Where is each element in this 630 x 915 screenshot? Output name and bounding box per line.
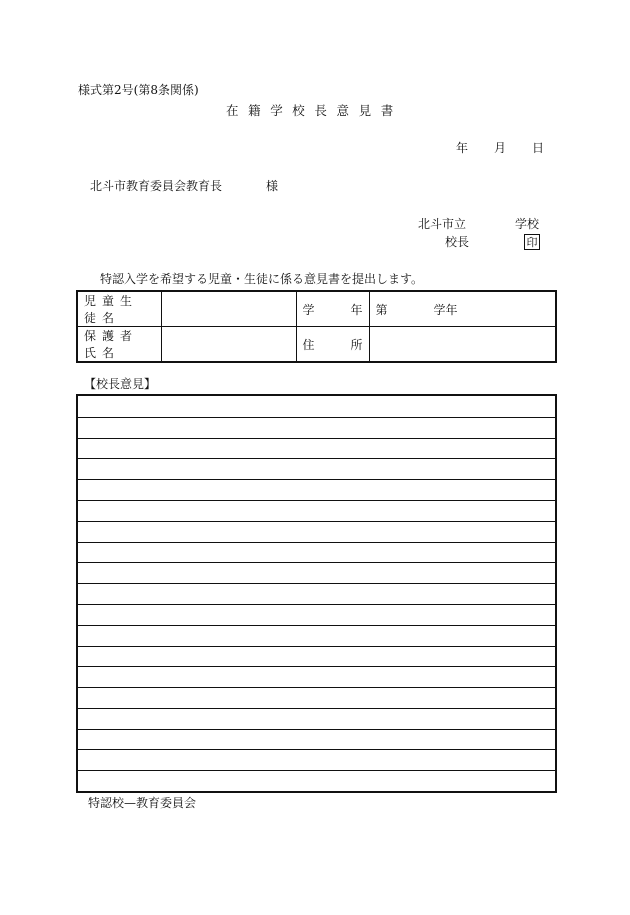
footer-note: 特認校—教育委員会 — [88, 796, 197, 810]
grade-label: 学 年 — [296, 291, 369, 327]
guardian-name-field[interactable] — [161, 327, 296, 363]
ruled-line — [78, 770, 555, 771]
ruled-line — [78, 749, 555, 750]
ruled-line — [78, 500, 555, 501]
ruled-line — [78, 625, 555, 626]
ruled-line — [78, 542, 555, 543]
date-year-label: 年 — [456, 141, 469, 155]
ruled-line — [78, 666, 555, 667]
address-label: 住 所 — [296, 327, 369, 363]
address-field[interactable] — [369, 327, 556, 363]
addressee-name: 北斗市教育委員会教育長 — [90, 179, 223, 193]
date-line — [456, 142, 544, 154]
form-number: 様式第2号(第8条関係) — [78, 83, 199, 97]
school-city-prefix: 北斗市立 — [418, 217, 467, 231]
student-name-label: 児童生徒名 — [77, 291, 161, 327]
document-title: 在籍学校長意見書 — [226, 103, 403, 118]
table-row — [77, 291, 556, 327]
opinion-heading: 【校長意見】 — [84, 377, 157, 391]
date-day-label: 日 — [532, 141, 545, 155]
student-name-field[interactable] — [161, 291, 296, 327]
ruled-line — [78, 417, 555, 418]
seal-text: 印 — [526, 235, 538, 249]
ruled-line — [78, 438, 555, 439]
ruled-line — [78, 521, 555, 522]
ruled-line — [78, 583, 555, 584]
ruled-line — [78, 708, 555, 709]
ruled-line — [78, 604, 555, 605]
principal-label: 校長 — [445, 235, 470, 249]
grade-field[interactable] — [369, 291, 556, 327]
opinion-writing-area[interactable] — [76, 394, 557, 793]
guardian-name-label: 保護者氏名 — [77, 327, 161, 363]
ruled-line — [78, 687, 555, 688]
grade-suffix: 学年 — [433, 302, 458, 317]
ruled-line — [78, 458, 555, 459]
intro-text: 特認入学を希望する児童・生徒に係る意見書を提出します。 — [100, 272, 424, 286]
ruled-line — [78, 646, 555, 647]
addressee-honorific: 様 — [266, 179, 279, 193]
seal-stamp — [524, 234, 540, 250]
ruled-line — [78, 479, 555, 480]
date-month-label: 月 — [494, 141, 507, 155]
ruled-line — [78, 562, 555, 563]
school-suffix: 学校 — [515, 217, 540, 231]
info-table — [76, 290, 557, 363]
table-row — [77, 327, 556, 363]
grade-prefix: 第 — [375, 302, 388, 317]
ruled-line — [78, 729, 555, 730]
